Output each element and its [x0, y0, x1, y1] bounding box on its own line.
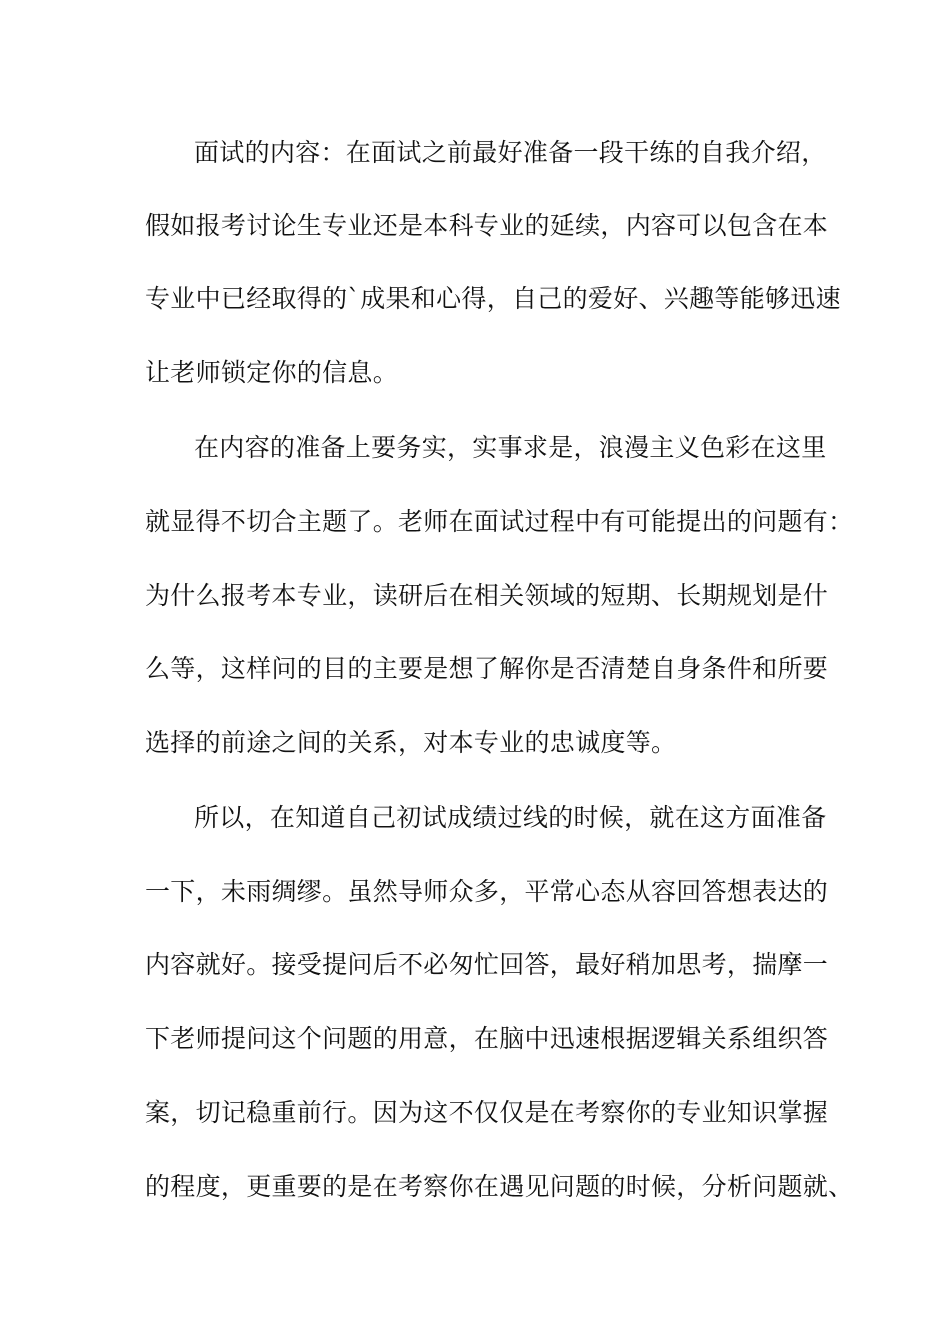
- paragraph-2-line-3: 为什么报考本专业，读研后在相关领域的短期、长期规划是什: [145, 581, 829, 610]
- paragraph-3-line-6: 的程度，更重要的是在考察你在遇见问题的时候，分析问题就、: [145, 1172, 854, 1201]
- paragraph-3-line-3: 内容就好。接受提问后不必匆忙回答，最好稍加思考，揣摩一: [145, 950, 829, 979]
- paragraph-2-line-5: 选择的前途之间的关系，对本专业的忠诚度等。: [145, 728, 677, 757]
- paragraph-3-line-2: 一下，未雨绸缪。虽然导师众多，平常心态从容回答想表达的: [145, 877, 829, 906]
- paragraph-3-line-1: 所以，在知道自己初试成绩过线的时候，就在这方面准备: [194, 803, 827, 832]
- paragraph-3-line-5: 案，切记稳重前行。因为这不仅仅是在考察你的专业知识掌握: [145, 1098, 829, 1127]
- paragraph-2-line-1: 在内容的准备上要务实，实事求是，浪漫主义色彩在这里: [194, 433, 827, 462]
- paragraph-2-line-2: 就显得不切合主题了。老师在面试过程中有可能提出的问题有：: [145, 507, 854, 536]
- paragraph-1-line-1: 面试的内容：在面试之前最好准备一段干练的自我介绍，: [194, 138, 827, 167]
- paragraph-3-line-4: 下老师提问这个问题的用意，在脑中迅速根据逻辑关系组织答: [145, 1024, 829, 1053]
- paragraph-1-line-2: 假如报考讨论生专业还是本科专业的延续，内容可以包含在本: [145, 211, 829, 240]
- paragraph-1-line-3: 专业中已经取得的`成果和心得，自己的爱好、兴趣等能够迅速: [145, 284, 841, 313]
- paragraph-2-line-4: 么等，这样问的目的主要是想了解你是否清楚自身条件和所要: [145, 654, 829, 683]
- paragraph-1-line-4: 让老师锁定你的信息。: [145, 358, 399, 387]
